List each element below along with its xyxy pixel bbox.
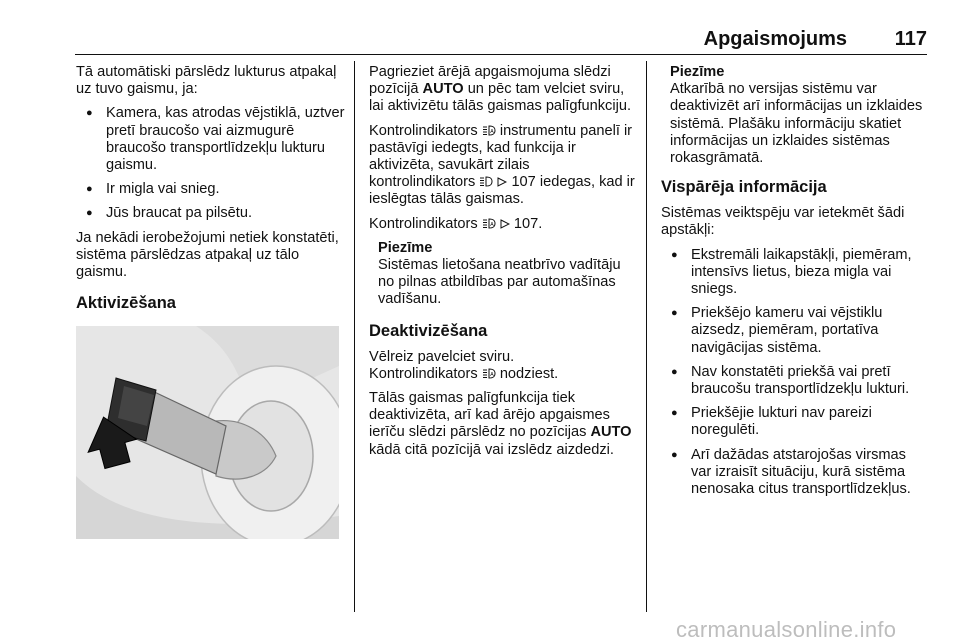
list-item: ● Arī dažādas atstarojošas virsmas var izraisīt situāciju, kurā sistēma nenosaka citus transportlīdzekļus.	[661, 447, 929, 499]
section-heading-activation: Aktivizēšana	[76, 294, 176, 313]
col2-paragraph-3	[369, 216, 639, 233]
list-item: ● Jūs braucat pa pilsētu.	[76, 205, 348, 222]
watermark: carmanualsonline.info	[676, 617, 897, 642]
auto-label: AUTO	[422, 81, 464, 98]
col3-bullet-list	[661, 247, 929, 499]
page-reference-icon	[500, 219, 510, 229]
section-heading-deactivation: Deaktivizēšana	[369, 321, 488, 340]
list-item: ● Priekšējo kameru vai vējstiklu aizsedz, piemēram, portatīva navigācijas sistēma.	[661, 305, 929, 357]
auto-high-beam-indicator-icon	[482, 218, 496, 229]
svg-text:A: A	[489, 221, 494, 228]
high-beam-indicator-icon	[479, 176, 493, 187]
text-run: 107 iedegas, kad ir ieslēgtas tālās gaismas.	[369, 174, 635, 208]
text-run: nodziest.	[495, 365, 559, 382]
page-header	[75, 26, 927, 56]
text-run: Pagrieziet ārējā apgaismojuma slēdzi pozīcijā	[369, 64, 611, 98]
section-heading-general-info: Vispārēja informācija	[661, 178, 827, 197]
note-text: Atkarībā no versijas sistēmu var deaktivizēt arī informācijas un izklaides sistēmā. Plašāku informāciju skatiet informācijas un izklaides sistēmas rokasgrāmatā.	[670, 81, 923, 167]
list-item: ● Ekstremāli laikapstākļi, piemēram, intensīvs lietus, bieza migla vai sniegs.	[661, 247, 929, 299]
column-divider-1	[354, 61, 355, 612]
text-run: instrumentu panelī ir pastāvīgi iedegts, kad funkcija ir aktivizēta, savukārt zilais kontrolindikators	[369, 122, 633, 191]
list-item: ● Nav konstatēti priekšā vai pretī braucošu transportlīdzekļu lukturi.	[661, 364, 929, 398]
auto-label: AUTO	[590, 424, 632, 441]
stalk-lever-illustration	[76, 326, 339, 539]
list-item: ● Priekšējie lukturi nav pareizi noregulēti.	[661, 405, 929, 439]
note-text: Sistēmas lietošana neatbrīvo vadītāju no pilnas atbildības par automašīnas vadīšanu.	[378, 257, 621, 308]
page-reference-icon	[497, 177, 507, 187]
text-run: kādā citā pozīcijā vai izslēdz aizdedzi.	[369, 441, 614, 458]
auto-high-beam-indicator-icon	[482, 368, 496, 379]
lever-illustration-svg	[76, 326, 339, 539]
svg-text:A: A	[489, 371, 494, 378]
header-divider	[75, 54, 927, 55]
col2-paragraph-5	[369, 366, 639, 383]
column-1	[76, 64, 348, 321]
text-run: 107.	[509, 215, 543, 232]
col3-intro: Sistēmas veiktspēju var ietekmēt šādi apstākļi:	[661, 205, 905, 239]
auto-high-beam-indicator-icon	[482, 125, 496, 136]
note-title: Piezīme	[670, 64, 725, 80]
page-number: 117	[894, 28, 927, 50]
col1-intro: Tā automātiski pārslēdz lukturus atpakaļ uz tuvo gaismu, ja:	[76, 64, 337, 98]
page-header-title: Apgaismojums	[703, 28, 847, 50]
col1-bullet-list	[76, 105, 348, 222]
svg-text:A: A	[489, 128, 494, 135]
text-run: Kontrolindikators	[369, 365, 482, 382]
col1-after-text: Ja nekādi ierobežojumi netiek konstatēti, sistēma pārslēdzas atpakaļ uz tālo gaismu.	[76, 229, 339, 281]
col2-paragraph-4: Vēlreiz pavelciet sviru.	[369, 348, 515, 365]
text-run: Tālās gaismas palīgfunkcija tiek deaktivizēta, arī kad ārējo apgaismes ierīču slēdzi pārslēdz no pozīcijas	[369, 390, 610, 441]
text-run: Kontrolindikators	[369, 215, 482, 232]
list-item: ● Ir migla vai snieg.	[76, 181, 348, 198]
col2-paragraph-6	[369, 390, 639, 459]
list-item: ● Kamera, kas atrodas vējstiklā, uztver pretī braucošo vai aizmugurē braucošo transportlīdzekļu lukturu gaismu.	[76, 105, 348, 174]
column-divider-2	[646, 61, 647, 612]
note-title: Piezīme	[378, 239, 433, 256]
note-block-1	[369, 240, 639, 309]
text-run: un pēc tam velciet sviru, lai aktivizētu tālās gaismas palīgfunkciju.	[369, 81, 632, 115]
note-block-2	[661, 64, 929, 167]
column-2	[369, 64, 639, 466]
col2-paragraph-1	[369, 64, 639, 116]
text-run: Kontrolindikators	[369, 122, 482, 139]
column-3	[661, 64, 929, 505]
col2-paragraph-2	[369, 123, 639, 209]
